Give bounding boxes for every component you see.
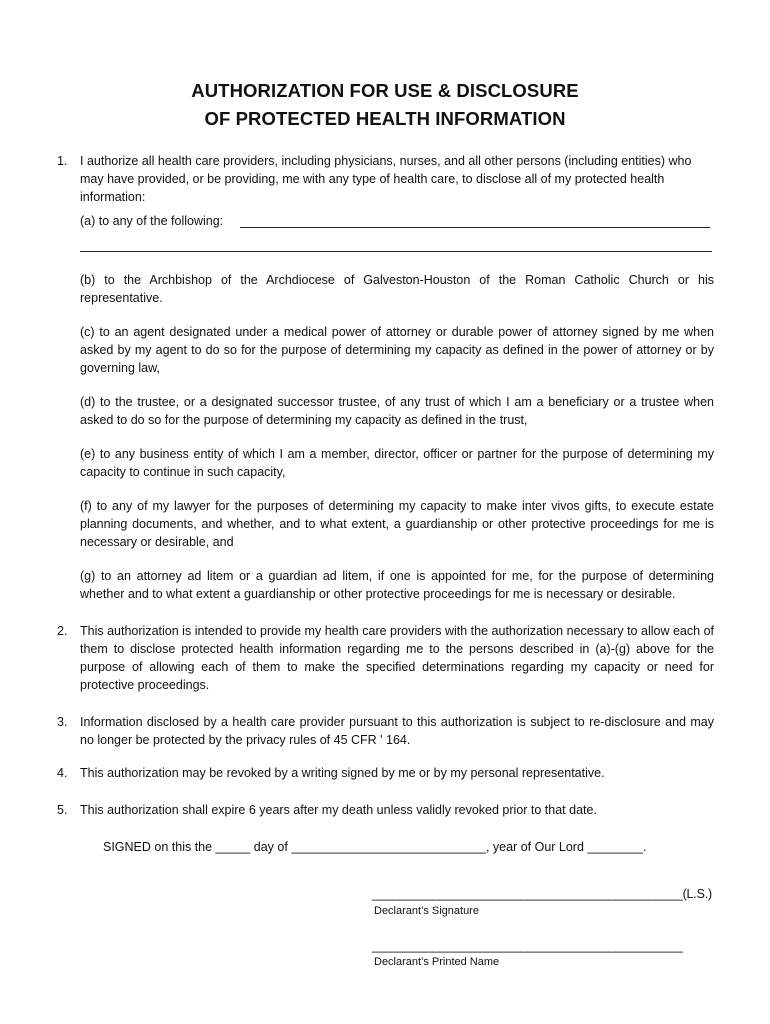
- item-1f-text: (f) to any of my lawyer for the purposes of determining my capacity to make inter vivos gifts, to execute estate planning documents, and whether, and to what extent, a guardianship or other protective proceedings for me is necessary or desirable, and: [80, 499, 714, 549]
- item-5-text: This authorization shall expire 6 years after my death unless validly revoked prior to that date.: [80, 803, 597, 817]
- recipients-line-1[interactable]: [240, 227, 710, 228]
- item-1d-text: (d) to the trustee, or a designated successor trustee, of any trust of which I am a beneficiary or a trustee when asked to do so for the purpose of determining my capacity as defined in the trust,: [80, 395, 714, 427]
- item-3-text: Information disclosed by a health care provider pursuant to this authorization is subject to re-disclosure and may no longer be protected by the privacy rules of 45 CFR ' 164.: [80, 715, 714, 747]
- item-1e-text: (e) to any business entity of which I am a member, director, officer or partner for the purpose of determining my capacity to continue in such capacity,: [80, 447, 714, 479]
- item-2-text: This authorization is intended to provide my health care providers with the authorization necessary to allow each of them to disclose protected health information regarding me to the persons described in (a)-(g) above for the purpose of allowing each of them to make the specified determinations regarding my capacity or need for protective proceedings.: [80, 624, 714, 692]
- signed-date-line[interactable]: SIGNED on this the _____ day of ____________________________, year of Our Lord ________.: [103, 840, 647, 854]
- signature-line[interactable]: ______________________________________________(L.S.): [372, 887, 712, 901]
- title-line-1: AUTHORIZATION FOR USE & DISCLOSURE: [191, 80, 579, 101]
- item-2-number: 2.: [57, 624, 68, 638]
- item-1b-text: (b) to the Archbishop of the Archdiocese of Galveston-Houston of the Roman Catholic Church or his representative.: [80, 273, 714, 305]
- item-1c-text: (c) to an agent designated under a medical power of attorney or durable power of attorney signed by me when asked by my agent to do so for the purpose of determining my capacity as defined in the power of attorney or by governing law,: [80, 325, 714, 375]
- recipients-line-2[interactable]: [80, 251, 712, 252]
- item-1a-label: (a) to any of the following:: [80, 214, 224, 228]
- title-line-2: OF PROTECTED HEALTH INFORMATION: [204, 108, 566, 129]
- signature-label: Declarant’s Signature: [374, 905, 479, 917]
- item-1-text: I authorize all health care providers, including physicians, nurses, and all other persons (including entities) who may have provided, or be providing, me with any type of health care, to disclose all of my protected health information:: [80, 154, 692, 204]
- item-5-number: 5.: [57, 803, 68, 817]
- item-4-number: 4.: [57, 766, 68, 780]
- printed-name-label: Declarant’s Printed Name: [374, 956, 500, 968]
- item-1-number: 1.: [57, 154, 68, 168]
- item-3-number: 3.: [57, 715, 68, 729]
- item-4-text: This authorization may be revoked by a writing signed by me or by my personal representative.: [80, 766, 605, 780]
- item-1g-text: (g) to an attorney ad litem or a guardian ad litem, if one is appointed for me, for the purpose of determining whether and to what extent a guardianship or other protective proceedings for me is necessary or desirable.: [80, 569, 714, 601]
- printed-name-line[interactable]: ______________________________________________: [372, 939, 683, 953]
